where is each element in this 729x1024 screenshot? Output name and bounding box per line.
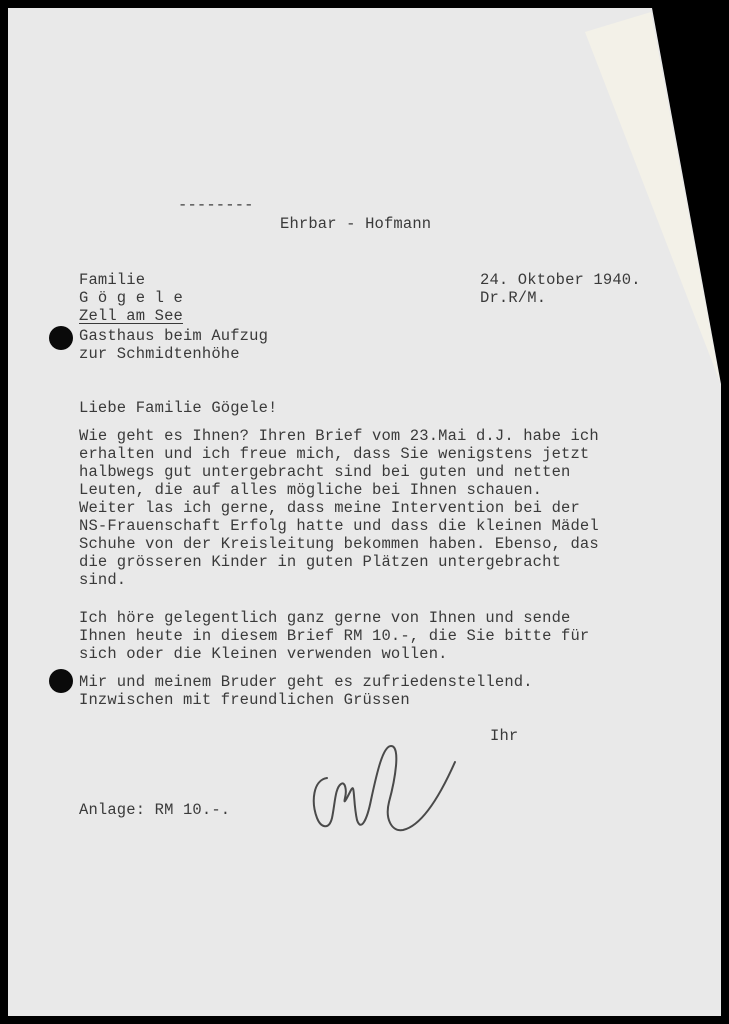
body-line: Ich höre gelegentlich ganz gerne von Ihnen und sende [79,609,571,627]
recipient-line: zur Schmidtenhöhe [79,345,240,363]
punch-hole-bottom [49,669,73,693]
body-line: Weiter las ich gerne, dass meine Intervention bei der [79,499,580,517]
body-line: sind. [79,571,127,589]
enclosure-note: Anlage: RM 10.-. [79,801,231,819]
body-line: Leuten, die auf alles mögliche bei Ihnen schauen. [79,481,543,499]
body-line: sich oder die Kleinen verwenden wollen. [79,645,448,663]
body-line: Inzwischen mit freundlichen Grüssen [79,691,410,709]
recipient-line: Gasthaus beim Aufzug [79,327,269,345]
body-line: NS-Frauenschaft Erfolg hatte und dass die kleinen Mädel [79,517,599,535]
letter-reference: Dr.R/M. [480,289,547,307]
body-line: Mir und meinem Bruder geht es zufriedenstellend. [79,673,533,691]
closing: Ihr [490,727,519,745]
letterhead-rule: -------- [178,196,254,214]
body-line: erhalten und ich freue mich, dass Sie wenigstens jetzt [79,445,590,463]
salutation: Liebe Familie Gögele! [79,399,278,417]
recipient-line: G ö g e l e [79,289,183,307]
sender-name: Ehrbar - Hofmann [280,215,432,233]
body-line: Schuhe von der Kreisleitung bekommen haben. Ebenso, das [79,535,599,553]
body-line: die grösseren Kinder in guten Plätzen untergebracht [79,553,562,571]
body-line: Ihnen heute in diesem Brief RM 10.-, die Sie bitte für [79,627,590,645]
recipient-town: Zell am See [79,307,183,325]
handwritten-signature [305,740,475,840]
letter-date: 24. Oktober 1940. [480,271,641,289]
body-line: Wie geht es Ihnen? Ihren Brief vom 23.Mai d.J. habe ich [79,427,599,445]
punch-hole-top [49,326,73,350]
recipient-line: Familie [79,271,146,289]
body-line: halbwegs gut untergebracht sind bei guten und netten [79,463,571,481]
